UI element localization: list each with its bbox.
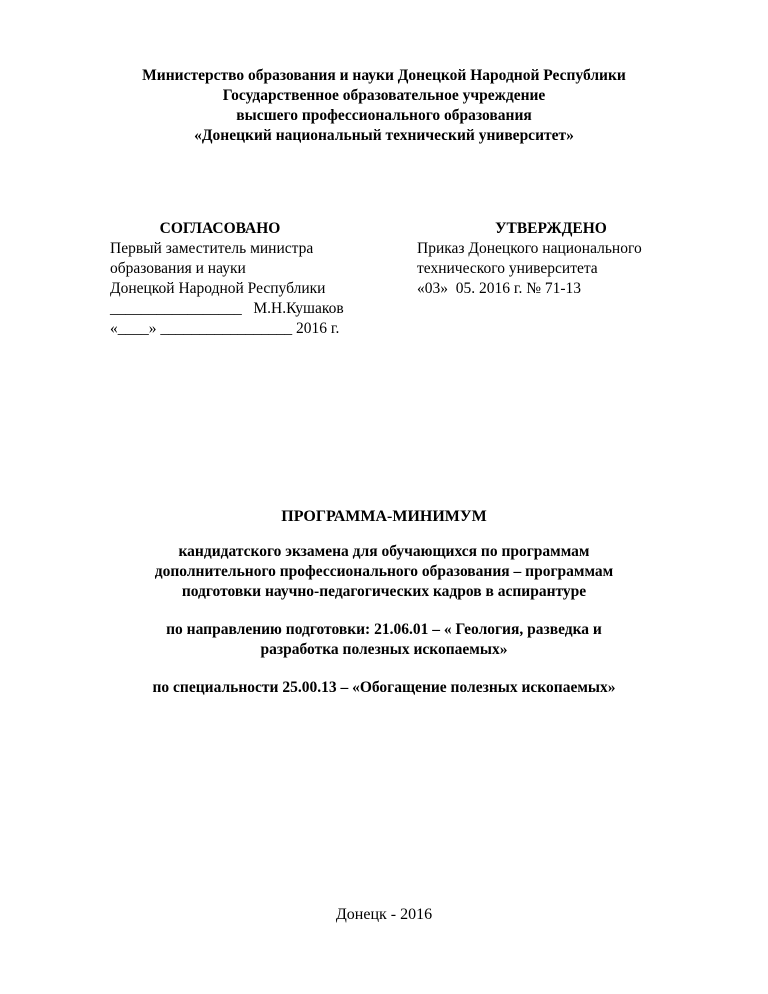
agreed-republic-line: Донецкой Народной Республики — [110, 280, 326, 297]
training-direction — [0, 620, 768, 660]
approved-university-line: технического университета — [417, 260, 598, 277]
approved-date-number-line: «03» 05. 2016 г. № 71-13 — [417, 280, 582, 297]
institution-type-line: Государственное образовательное учреждение — [222, 87, 546, 104]
agreed-position-line: Первый заместитель министра — [110, 240, 314, 257]
agreed-ministry-line: образования и науки — [110, 260, 246, 277]
ministry-line: Министерство образования и науки Донецкой Народной Республики — [142, 67, 626, 84]
specialty-line: по специальности 25.00.13 – «Обогащение полезных ископаемых» — [152, 679, 616, 696]
description-line: подготовки научно-педагогических кадров в аспирантуре — [181, 583, 587, 600]
specialty — [0, 678, 768, 698]
agreed-date-line: «____» _________________ 2016 г. — [110, 320, 340, 337]
agreed-block — [110, 219, 410, 339]
direction-line: разработка полезных ископаемых» — [260, 641, 508, 658]
document-title: ПРОГРАММА-МИНИМУМ — [281, 508, 487, 525]
university-name-line: «Донецкий национальный технический университет» — [194, 127, 574, 144]
approved-block — [417, 219, 717, 299]
place-and-year: Донецк - 2016 — [335, 906, 433, 923]
approved-order-line: Приказ Донецкого национального — [417, 240, 642, 257]
direction-line: по направлению подготовки: 21.06.01 – « Геология, разведка и — [166, 621, 602, 638]
approved-heading: УТВЕРЖДЕНО — [495, 220, 607, 237]
agreed-heading: СОГЛАСОВАНО — [159, 220, 281, 237]
description-line: дополнительного профессионального образования – программам — [154, 563, 614, 580]
program-description — [0, 542, 768, 602]
education-level-line: высшего профессионального образования — [236, 107, 532, 124]
institution-header — [0, 66, 768, 146]
description-line: кандидатского экзамена для обучающихся по программам — [178, 543, 590, 560]
agreed-signature-line: _________________ М.Н.Кушаков — [110, 300, 344, 317]
